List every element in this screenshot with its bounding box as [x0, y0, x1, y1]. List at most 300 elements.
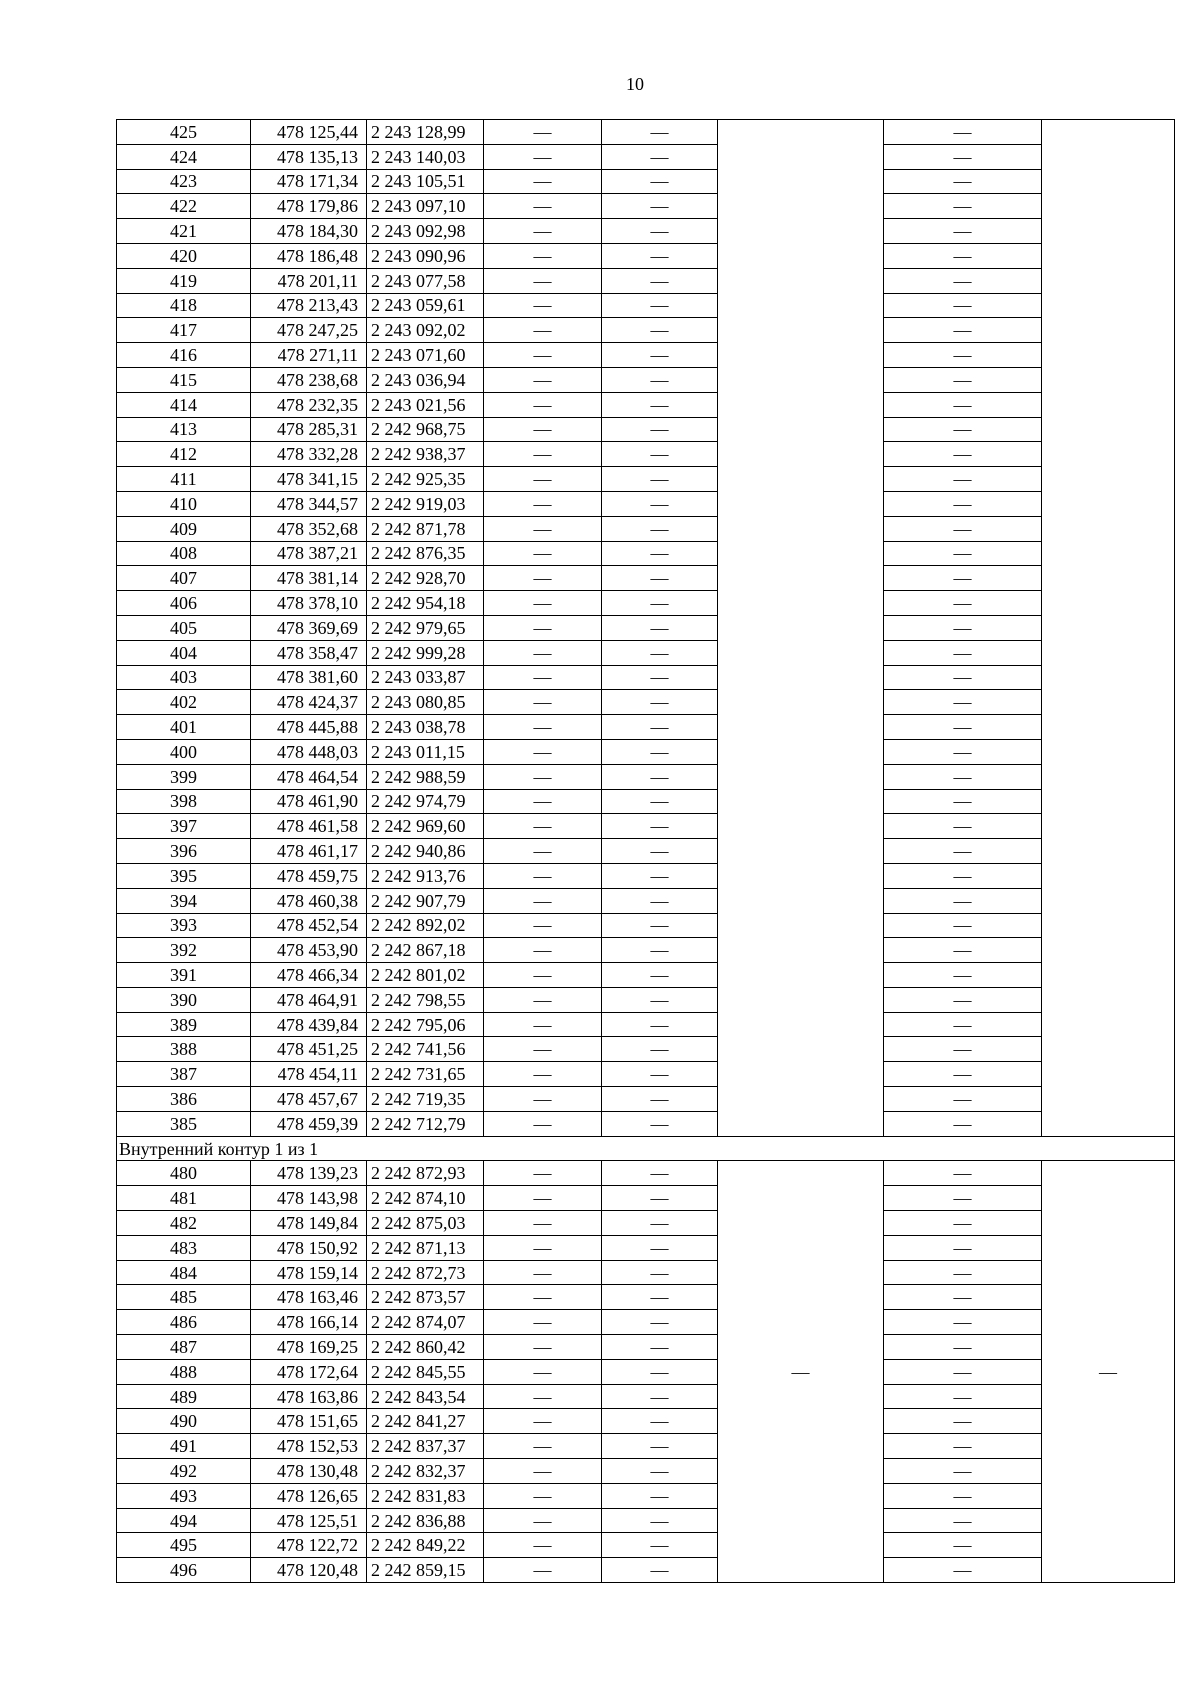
empty-value-cell: — [484, 318, 602, 343]
x-coordinate-cell: 478 464,54 [251, 764, 367, 789]
empty-value-cell: — [884, 1062, 1042, 1087]
x-coordinate-cell: 478 369,69 [251, 615, 367, 640]
empty-value-cell: — [602, 690, 718, 715]
y-coordinate-cell: 2 242 907,79 [367, 888, 484, 913]
point-number-cell: 423 [117, 169, 251, 194]
table-row [117, 1012, 1175, 1037]
empty-value-cell: — [484, 1335, 602, 1360]
empty-value-cell: — [484, 392, 602, 417]
empty-value-cell: — [602, 169, 718, 194]
point-number-cell: 388 [117, 1037, 251, 1062]
point-number-cell: 415 [117, 367, 251, 392]
empty-value-cell: — [602, 1260, 718, 1285]
y-coordinate-cell: 2 242 843,54 [367, 1384, 484, 1409]
point-number-cell: 493 [117, 1483, 251, 1508]
table-row [117, 219, 1175, 244]
empty-value-cell: — [484, 268, 602, 293]
point-number-cell: 411 [117, 467, 251, 492]
table-row [117, 1459, 1175, 1484]
x-coordinate-cell: 478 448,03 [251, 739, 367, 764]
y-coordinate-cell: 2 242 968,75 [367, 417, 484, 442]
empty-value-cell: — [602, 144, 718, 169]
y-coordinate-cell: 2 242 954,18 [367, 591, 484, 616]
table-row [117, 566, 1175, 591]
empty-value-cell: — [602, 268, 718, 293]
y-coordinate-cell: 2 242 974,79 [367, 789, 484, 814]
point-number-cell: 405 [117, 615, 251, 640]
x-coordinate-cell: 478 445,88 [251, 715, 367, 740]
point-number-cell: 487 [117, 1335, 251, 1360]
table-row [117, 640, 1175, 665]
empty-value-cell: — [484, 144, 602, 169]
section-label: Внутренний контур 1 из 1 [117, 1136, 1175, 1161]
x-coordinate-cell: 478 126,65 [251, 1483, 367, 1508]
point-number-cell: 390 [117, 987, 251, 1012]
empty-value-cell: — [884, 541, 1042, 566]
empty-value-cell: — [484, 1508, 602, 1533]
empty-value-cell: — [602, 1285, 718, 1310]
y-coordinate-cell: 2 242 836,88 [367, 1508, 484, 1533]
empty-value-cell: — [884, 1434, 1042, 1459]
empty-value-cell: — [602, 715, 718, 740]
coordinates-table [116, 119, 1175, 1583]
point-number-cell: 389 [117, 1012, 251, 1037]
empty-value-cell: — [602, 1558, 718, 1583]
table-row [117, 120, 1175, 145]
empty-value-cell: — [484, 1087, 602, 1112]
empty-value-cell: — [484, 293, 602, 318]
table-body [117, 120, 1175, 1583]
table-row [117, 1211, 1175, 1236]
empty-value-cell: — [602, 1335, 718, 1360]
y-coordinate-cell: 2 242 712,79 [367, 1111, 484, 1136]
empty-value-cell: — [602, 1161, 718, 1186]
empty-value-cell: — [602, 467, 718, 492]
empty-value-cell: — [484, 715, 602, 740]
empty-value-cell: — [884, 764, 1042, 789]
empty-value-cell: — [484, 1409, 602, 1434]
empty-value-cell: — [484, 541, 602, 566]
empty-value-cell: — [602, 1459, 718, 1484]
x-coordinate-cell: 478 163,86 [251, 1384, 367, 1409]
y-coordinate-cell: 2 243 092,98 [367, 219, 484, 244]
y-coordinate-cell: 2 242 831,83 [367, 1483, 484, 1508]
x-coordinate-cell: 478 453,90 [251, 938, 367, 963]
point-number-cell: 489 [117, 1384, 251, 1409]
merged-cell: — [1042, 1161, 1175, 1583]
point-number-cell: 401 [117, 715, 251, 740]
empty-value-cell: — [602, 1434, 718, 1459]
point-number-cell: 385 [117, 1111, 251, 1136]
point-number-cell: 400 [117, 739, 251, 764]
empty-value-cell: — [484, 1062, 602, 1087]
y-coordinate-cell: 2 242 873,57 [367, 1285, 484, 1310]
empty-value-cell: — [602, 913, 718, 938]
point-number-cell: 407 [117, 566, 251, 591]
y-coordinate-cell: 2 243 090,96 [367, 243, 484, 268]
x-coordinate-cell: 478 172,64 [251, 1359, 367, 1384]
point-number-cell: 404 [117, 640, 251, 665]
empty-value-cell: — [884, 491, 1042, 516]
x-coordinate-cell: 478 341,15 [251, 467, 367, 492]
empty-value-cell: — [484, 169, 602, 194]
x-coordinate-cell: 478 459,75 [251, 863, 367, 888]
empty-value-cell: — [884, 913, 1042, 938]
empty-value-cell: — [484, 839, 602, 864]
y-coordinate-cell: 2 242 795,06 [367, 1012, 484, 1037]
empty-value-cell: — [884, 839, 1042, 864]
point-number-cell: 414 [117, 392, 251, 417]
table-row [117, 169, 1175, 194]
empty-value-cell: — [884, 615, 1042, 640]
point-number-cell: 483 [117, 1235, 251, 1260]
empty-value-cell: — [602, 392, 718, 417]
table-row [117, 1483, 1175, 1508]
table-row [117, 1186, 1175, 1211]
empty-value-cell: — [884, 888, 1042, 913]
empty-value-cell: — [884, 963, 1042, 988]
point-number-cell: 394 [117, 888, 251, 913]
y-coordinate-cell: 2 243 071,60 [367, 343, 484, 368]
y-coordinate-cell: 2 242 928,70 [367, 566, 484, 591]
point-number-cell: 397 [117, 814, 251, 839]
empty-value-cell: — [884, 1409, 1042, 1434]
empty-value-cell: — [484, 764, 602, 789]
empty-value-cell: — [484, 591, 602, 616]
y-coordinate-cell: 2 242 979,65 [367, 615, 484, 640]
y-coordinate-cell: 2 242 876,35 [367, 541, 484, 566]
empty-value-cell: — [884, 318, 1042, 343]
y-coordinate-cell: 2 242 845,55 [367, 1359, 484, 1384]
x-coordinate-cell: 478 238,68 [251, 367, 367, 392]
point-number-cell: 406 [117, 591, 251, 616]
x-coordinate-cell: 478 381,60 [251, 665, 367, 690]
table-row [117, 367, 1175, 392]
x-coordinate-cell: 478 143,98 [251, 1186, 367, 1211]
point-number-cell: 403 [117, 665, 251, 690]
table-row [117, 739, 1175, 764]
table-row [117, 938, 1175, 963]
table-row [117, 1111, 1175, 1136]
y-coordinate-cell: 2 242 741,56 [367, 1037, 484, 1062]
empty-value-cell: — [484, 814, 602, 839]
table-row [117, 1285, 1175, 1310]
x-coordinate-cell: 478 460,38 [251, 888, 367, 913]
x-coordinate-cell: 478 201,11 [251, 268, 367, 293]
y-coordinate-cell: 2 243 128,99 [367, 120, 484, 145]
empty-value-cell: — [602, 1409, 718, 1434]
empty-value-cell: — [602, 566, 718, 591]
table-row [117, 516, 1175, 541]
empty-value-cell: — [484, 789, 602, 814]
empty-value-cell: — [884, 1335, 1042, 1360]
empty-value-cell: — [602, 516, 718, 541]
x-coordinate-cell: 478 125,44 [251, 120, 367, 145]
empty-value-cell: — [884, 1384, 1042, 1409]
x-coordinate-cell: 478 151,65 [251, 1409, 367, 1434]
point-number-cell: 409 [117, 516, 251, 541]
x-coordinate-cell: 478 232,35 [251, 392, 367, 417]
empty-value-cell: — [602, 1310, 718, 1335]
table-row [117, 715, 1175, 740]
table-row [117, 541, 1175, 566]
empty-value-cell: — [602, 1384, 718, 1409]
x-coordinate-cell: 478 135,13 [251, 144, 367, 169]
empty-value-cell: — [484, 1459, 602, 1484]
table-row [117, 1310, 1175, 1335]
empty-value-cell: — [884, 938, 1042, 963]
empty-value-cell: — [484, 1186, 602, 1211]
empty-value-cell: — [602, 318, 718, 343]
empty-value-cell: — [484, 938, 602, 963]
y-coordinate-cell: 2 242 837,37 [367, 1434, 484, 1459]
x-coordinate-cell: 478 149,84 [251, 1211, 367, 1236]
empty-value-cell: — [884, 367, 1042, 392]
point-number-cell: 484 [117, 1260, 251, 1285]
empty-value-cell: — [602, 1359, 718, 1384]
empty-value-cell: — [484, 243, 602, 268]
empty-value-cell: — [484, 1310, 602, 1335]
empty-value-cell: — [602, 194, 718, 219]
empty-value-cell: — [884, 1558, 1042, 1583]
y-coordinate-cell: 2 242 913,76 [367, 863, 484, 888]
table-row [117, 417, 1175, 442]
y-coordinate-cell: 2 243 033,87 [367, 665, 484, 690]
empty-value-cell: — [484, 343, 602, 368]
point-number-cell: 418 [117, 293, 251, 318]
table-row [117, 963, 1175, 988]
table-row [117, 987, 1175, 1012]
empty-value-cell: — [884, 1260, 1042, 1285]
empty-value-cell: — [884, 1037, 1042, 1062]
point-number-cell: 410 [117, 491, 251, 516]
empty-value-cell: — [484, 1161, 602, 1186]
empty-value-cell: — [884, 640, 1042, 665]
point-number-cell: 408 [117, 541, 251, 566]
y-coordinate-cell: 2 242 969,60 [367, 814, 484, 839]
y-coordinate-cell: 2 243 097,10 [367, 194, 484, 219]
table-row [117, 1384, 1175, 1409]
y-coordinate-cell: 2 242 925,35 [367, 467, 484, 492]
y-coordinate-cell: 2 243 036,94 [367, 367, 484, 392]
y-coordinate-cell: 2 242 875,03 [367, 1211, 484, 1236]
merged-cell [718, 120, 884, 1137]
empty-value-cell: — [884, 467, 1042, 492]
empty-value-cell: — [484, 1533, 602, 1558]
empty-value-cell: — [884, 1111, 1042, 1136]
point-number-cell: 419 [117, 268, 251, 293]
x-coordinate-cell: 478 130,48 [251, 1459, 367, 1484]
y-coordinate-cell: 2 242 871,78 [367, 516, 484, 541]
empty-value-cell: — [884, 1508, 1042, 1533]
empty-value-cell: — [484, 1285, 602, 1310]
y-coordinate-cell: 2 243 140,03 [367, 144, 484, 169]
empty-value-cell: — [484, 888, 602, 913]
empty-value-cell: — [484, 913, 602, 938]
point-number-cell: 495 [117, 1533, 251, 1558]
table-row [117, 442, 1175, 467]
y-coordinate-cell: 2 242 719,35 [367, 1087, 484, 1112]
x-coordinate-cell: 478 451,25 [251, 1037, 367, 1062]
empty-value-cell: — [484, 417, 602, 442]
empty-value-cell: — [884, 1359, 1042, 1384]
empty-value-cell: — [884, 690, 1042, 715]
empty-value-cell: — [602, 615, 718, 640]
empty-value-cell: — [602, 739, 718, 764]
table-row [117, 1558, 1175, 1583]
y-coordinate-cell: 2 242 798,55 [367, 987, 484, 1012]
table-row [117, 1335, 1175, 1360]
point-number-cell: 387 [117, 1062, 251, 1087]
y-coordinate-cell: 2 242 919,03 [367, 491, 484, 516]
point-number-cell: 490 [117, 1409, 251, 1434]
empty-value-cell: — [484, 467, 602, 492]
empty-value-cell: — [884, 1285, 1042, 1310]
x-coordinate-cell: 478 466,34 [251, 963, 367, 988]
point-number-cell: 492 [117, 1459, 251, 1484]
y-coordinate-cell: 2 242 938,37 [367, 442, 484, 467]
point-number-cell: 399 [117, 764, 251, 789]
point-number-cell: 413 [117, 417, 251, 442]
empty-value-cell: — [484, 1111, 602, 1136]
point-number-cell: 398 [117, 789, 251, 814]
table-row [117, 1508, 1175, 1533]
table-row [117, 1409, 1175, 1434]
empty-value-cell: — [602, 1087, 718, 1112]
empty-value-cell: — [602, 1186, 718, 1211]
y-coordinate-cell: 2 242 860,42 [367, 1335, 484, 1360]
x-coordinate-cell: 478 163,46 [251, 1285, 367, 1310]
empty-value-cell: — [484, 120, 602, 145]
empty-value-cell: — [602, 120, 718, 145]
empty-value-cell: — [884, 1235, 1042, 1260]
empty-value-cell: — [602, 764, 718, 789]
empty-value-cell: — [602, 839, 718, 864]
x-coordinate-cell: 478 285,31 [251, 417, 367, 442]
empty-value-cell: — [484, 1483, 602, 1508]
x-coordinate-cell: 478 179,86 [251, 194, 367, 219]
empty-value-cell: — [884, 1459, 1042, 1484]
y-coordinate-cell: 2 242 867,18 [367, 938, 484, 963]
y-coordinate-cell: 2 242 999,28 [367, 640, 484, 665]
x-coordinate-cell: 478 454,11 [251, 1062, 367, 1087]
table-row [117, 491, 1175, 516]
empty-value-cell: — [602, 1062, 718, 1087]
point-number-cell: 416 [117, 343, 251, 368]
merged-cell [1042, 120, 1175, 1137]
point-number-cell: 480 [117, 1161, 251, 1186]
section-row [117, 1136, 1175, 1161]
y-coordinate-cell: 2 242 872,73 [367, 1260, 484, 1285]
empty-value-cell: — [884, 144, 1042, 169]
empty-value-cell: — [602, 243, 718, 268]
x-coordinate-cell: 478 171,34 [251, 169, 367, 194]
empty-value-cell: — [884, 516, 1042, 541]
table-row [117, 913, 1175, 938]
empty-value-cell: — [884, 591, 1042, 616]
x-coordinate-cell: 478 150,92 [251, 1235, 367, 1260]
table-row [117, 243, 1175, 268]
empty-value-cell: — [484, 1359, 602, 1384]
point-number-cell: 396 [117, 839, 251, 864]
point-number-cell: 488 [117, 1359, 251, 1384]
empty-value-cell: — [602, 1235, 718, 1260]
empty-value-cell: — [602, 640, 718, 665]
empty-value-cell: — [884, 814, 1042, 839]
point-number-cell: 391 [117, 963, 251, 988]
empty-value-cell: — [884, 789, 1042, 814]
point-number-cell: 386 [117, 1087, 251, 1112]
point-number-cell: 417 [117, 318, 251, 343]
table-row [117, 1260, 1175, 1285]
point-number-cell: 482 [117, 1211, 251, 1236]
y-coordinate-cell: 2 243 080,85 [367, 690, 484, 715]
x-coordinate-cell: 478 122,72 [251, 1533, 367, 1558]
table-row [117, 839, 1175, 864]
empty-value-cell: — [602, 963, 718, 988]
empty-value-cell: — [484, 1012, 602, 1037]
table-row [117, 144, 1175, 169]
table-row [117, 467, 1175, 492]
empty-value-cell: — [602, 1533, 718, 1558]
empty-value-cell: — [602, 541, 718, 566]
empty-value-cell: — [484, 1235, 602, 1260]
x-coordinate-cell: 478 169,25 [251, 1335, 367, 1360]
empty-value-cell: — [884, 268, 1042, 293]
empty-value-cell: — [884, 987, 1042, 1012]
empty-value-cell: — [484, 1260, 602, 1285]
empty-value-cell: — [602, 863, 718, 888]
empty-value-cell: — [884, 243, 1042, 268]
y-coordinate-cell: 2 242 874,07 [367, 1310, 484, 1335]
point-number-cell: 402 [117, 690, 251, 715]
empty-value-cell: — [484, 615, 602, 640]
x-coordinate-cell: 478 424,37 [251, 690, 367, 715]
table-row [117, 343, 1175, 368]
empty-value-cell: — [484, 219, 602, 244]
x-coordinate-cell: 478 159,14 [251, 1260, 367, 1285]
x-coordinate-cell: 478 213,43 [251, 293, 367, 318]
empty-value-cell: — [484, 1037, 602, 1062]
table-row [117, 1062, 1175, 1087]
empty-value-cell: — [602, 293, 718, 318]
point-number-cell: 496 [117, 1558, 251, 1583]
table-row [117, 1235, 1175, 1260]
table-row [117, 194, 1175, 219]
point-number-cell: 422 [117, 194, 251, 219]
x-coordinate-cell: 478 247,25 [251, 318, 367, 343]
x-coordinate-cell: 478 186,48 [251, 243, 367, 268]
x-coordinate-cell: 478 271,11 [251, 343, 367, 368]
empty-value-cell: — [884, 665, 1042, 690]
table-row [117, 665, 1175, 690]
empty-value-cell: — [884, 1087, 1042, 1112]
table-row [117, 293, 1175, 318]
table-row [117, 1037, 1175, 1062]
x-coordinate-cell: 478 461,90 [251, 789, 367, 814]
y-coordinate-cell: 2 243 092,02 [367, 318, 484, 343]
x-coordinate-cell: 478 352,68 [251, 516, 367, 541]
empty-value-cell: — [884, 343, 1042, 368]
y-coordinate-cell: 2 243 059,61 [367, 293, 484, 318]
table-row [117, 764, 1175, 789]
page-number: 10 [626, 74, 644, 94]
x-coordinate-cell: 478 139,23 [251, 1161, 367, 1186]
x-coordinate-cell: 478 461,17 [251, 839, 367, 864]
empty-value-cell: — [884, 194, 1042, 219]
y-coordinate-cell: 2 242 872,93 [367, 1161, 484, 1186]
x-coordinate-cell: 478 457,67 [251, 1087, 367, 1112]
